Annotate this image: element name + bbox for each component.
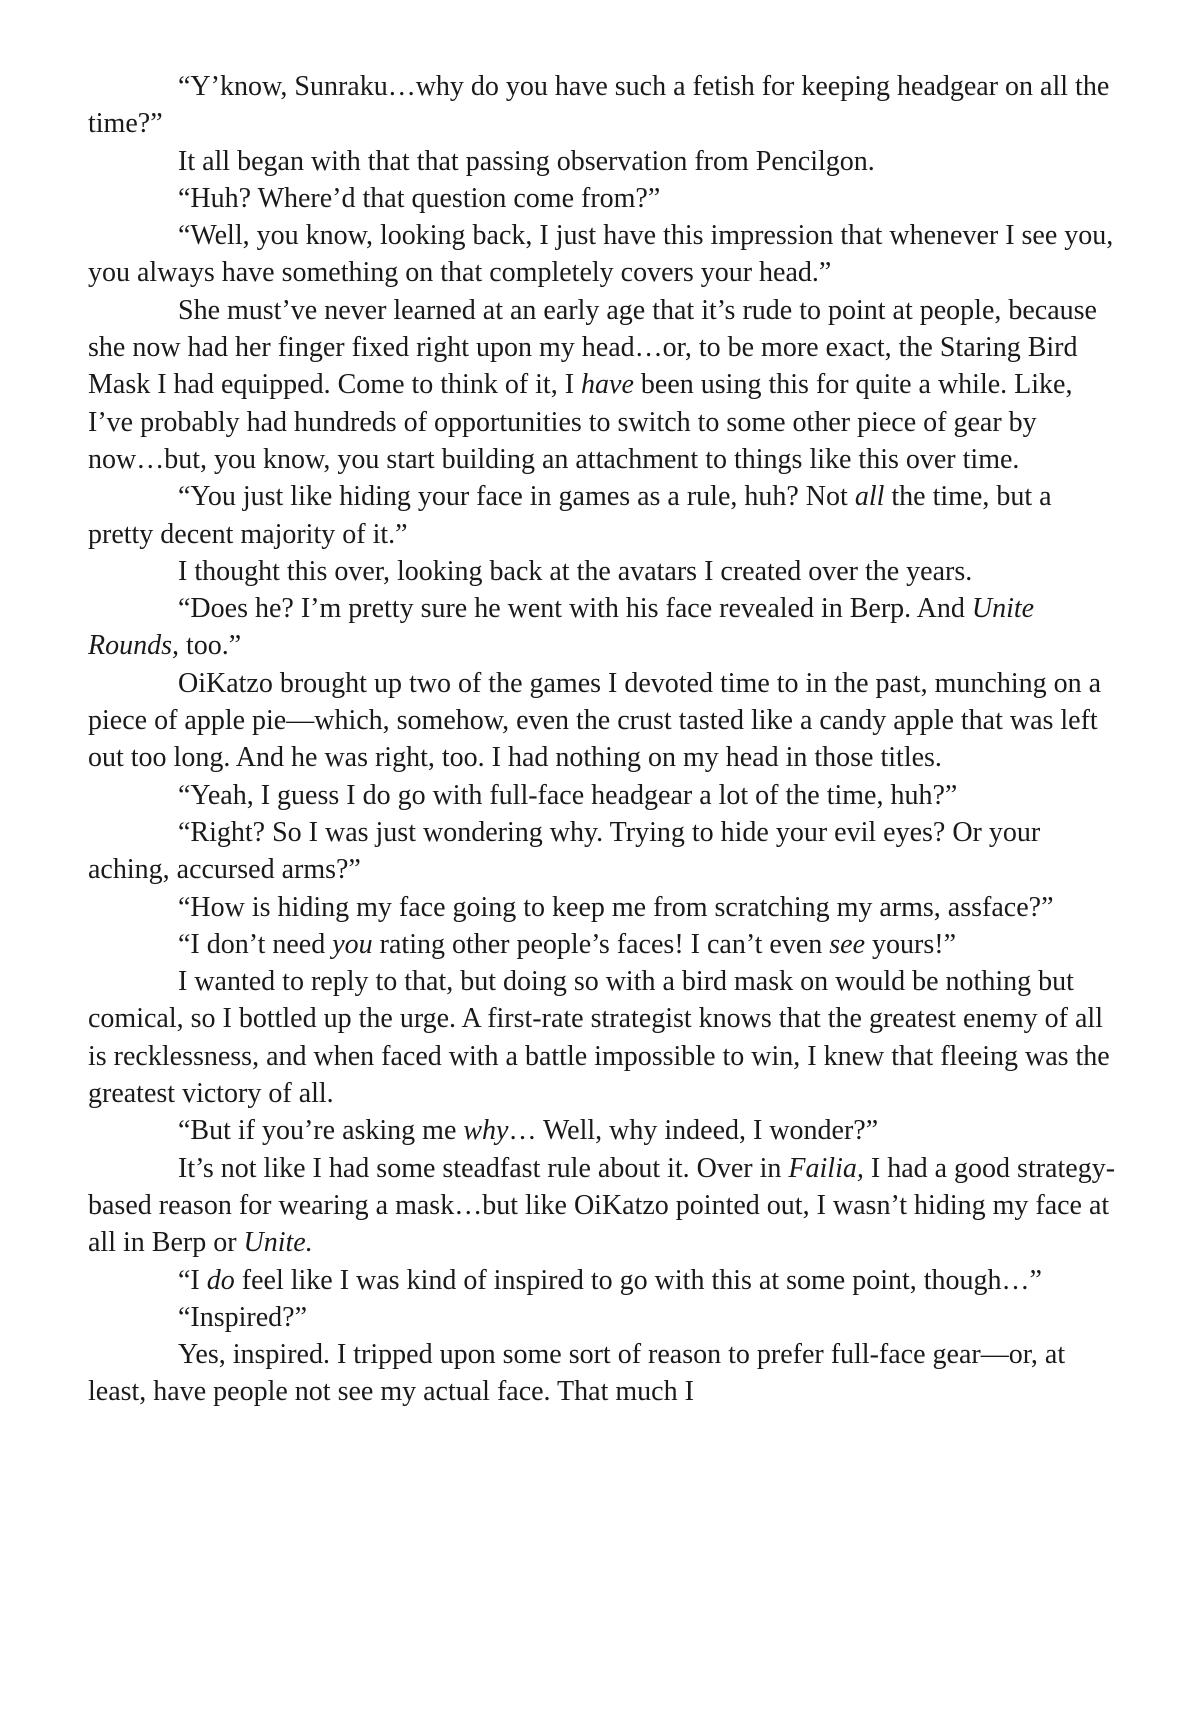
text-run: the time, but a pretty decent majority of it.” [88, 481, 1052, 550]
paragraph [88, 292, 1116, 478]
text-run: It all began with that that passing observation from Pencilgon. [178, 145, 875, 177]
text-run: “I [178, 1264, 207, 1296]
text-run: feel like I was kind of inspired to go with this at some point, though…” [234, 1264, 1042, 1296]
text-run: rating other people’s faces! I can’t even [372, 928, 830, 960]
paragraph [88, 814, 1116, 889]
text-run: OiKatzo brought up two of the games I devoted time to in the past, munching on a piece of apple pie—which, somehow, even the crust tasted like a candy apple that was left out too long. And he was right, too. I had nothing on my head in those titles. [88, 667, 1102, 774]
paragraph [88, 1150, 1116, 1262]
text-run: yours!” [865, 928, 957, 960]
paragraph [88, 68, 1116, 143]
text-run: “But if you’re asking me [178, 1115, 464, 1147]
text-run: “Inspired?” [178, 1301, 308, 1333]
text-run: … Well, why indeed, I wonder?” [508, 1115, 879, 1147]
paragraph [88, 180, 1116, 217]
text-run: too.” [179, 630, 242, 662]
paragraph [88, 478, 1116, 553]
text-run: I had a good strategy-based reason for wearing a mask…but like OiKatzo pointed out, I wasn’t hiding my face at all in Berp or [88, 1152, 1116, 1259]
text-run: “Y’know, Sunraku…why do you have such a fetish for keeping headgear on all the time?” [88, 71, 1110, 140]
paragraph [88, 590, 1116, 665]
paragraph [88, 217, 1116, 292]
text-run: “Well, you know, looking back, I just have this impression that whenever I see you, you always have something on that completely covers your head.” [88, 220, 1114, 289]
text-run: “Does he? I’m pretty sure he went with his face revealed in Berp. And [178, 593, 972, 625]
text-run: “I don’t need [178, 928, 333, 960]
italic-text-run: Failia, [788, 1152, 864, 1184]
italic-text-run: see [829, 928, 866, 960]
text-run: “Right? So I was just wondering why. Trying to hide your evil eyes? Or your aching, accursed arms?” [88, 816, 1041, 886]
text-run: “Yeah, I guess I do go with full-face headgear a lot of the time, huh?” [178, 779, 958, 811]
text-body [88, 68, 1116, 1411]
paragraph [88, 777, 1116, 814]
text-run: Yes, inspired. I tripped upon some sort of reason to prefer full-face gear—or, at least, have people not see my actual face. That much I [88, 1339, 1066, 1408]
paragraph [88, 889, 1116, 926]
text-run: “Huh? Where’d that question come from?” [178, 182, 661, 214]
paragraph [88, 1299, 1116, 1336]
text-run: I thought this over, looking back at the avatars I created over the years. [178, 555, 973, 587]
italic-text-run: you [332, 928, 373, 960]
text-run: She must’ve never learned at an early age that it’s rude to point at people, because she now had her finger fixed right upon my head…or, to be more exact, the Staring Bird Mask I had equipped. Come to think of it, I [88, 294, 1097, 401]
italic-text-run: why [463, 1115, 509, 1147]
paragraph [88, 553, 1116, 590]
text-run: “How is hiding my face going to keep me from scratching my arms, assface?” [178, 891, 1054, 923]
italic-text-run: Unite. [243, 1227, 313, 1259]
italic-text-run: have [581, 369, 634, 401]
paragraph [88, 143, 1116, 180]
italic-text-run: all [854, 481, 885, 513]
paragraph [88, 926, 1116, 963]
paragraph [88, 665, 1116, 777]
text-run: I wanted to reply to that, but doing so with a bird mask on would be nothing but comical, so I bottled up the urge. A first-rate strategist knows that the greatest enemy of all is recklessness, and when faced with a battle impossible to win, I knew that fleeing was the greatest victory of all. [88, 966, 1110, 1110]
text-run: “You just like hiding your face in games as a rule, huh? Not [178, 481, 855, 513]
paragraph [88, 1112, 1116, 1149]
paragraph [88, 1336, 1116, 1411]
text-run: been using this for quite a while. Like, I’ve probably had hundreds of opportunities to switch to some other piece of gear by now…but, you know, you start building an attachment to things like this over time. [88, 369, 1073, 475]
italic-text-run: do [206, 1264, 235, 1296]
text-run: It’s not like I had some steadfast rule about it. Over in [178, 1152, 789, 1184]
paragraph [88, 1262, 1116, 1299]
italic-text-run: Unite Rounds, [88, 593, 1035, 662]
paragraph [88, 963, 1116, 1112]
